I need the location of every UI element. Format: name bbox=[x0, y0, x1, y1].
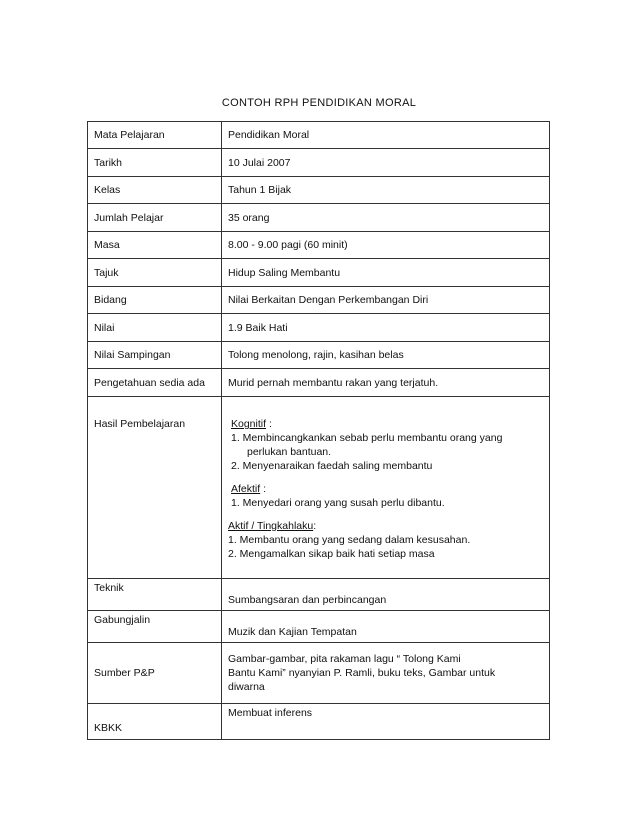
kognitif-item: 2. Menyenaraikan faedah saling membantu bbox=[231, 460, 433, 472]
row-label: Tajuk bbox=[88, 259, 222, 287]
row-label: Mata Pelajaran bbox=[88, 122, 222, 149]
table-row bbox=[88, 342, 550, 369]
aktif-item: 1. Membantu orang yang sedang dalam kesusahan. bbox=[228, 534, 471, 546]
row-value: Murid pernah membantu rakan yang terjatuh. bbox=[222, 369, 550, 397]
sumber-line: diwarna bbox=[228, 681, 265, 693]
row-value: Tolong menolong, rajin, kasihan belas bbox=[222, 342, 550, 369]
row-label: Bidang bbox=[88, 287, 222, 314]
table-row bbox=[88, 204, 550, 232]
table-row-sumber bbox=[88, 643, 550, 704]
row-value: Pendidikan Moral bbox=[222, 122, 550, 149]
table-row-teknik bbox=[88, 579, 550, 611]
table-row-gabungjalin bbox=[88, 611, 550, 643]
table-row bbox=[88, 122, 550, 149]
row-value: 10 Julai 2007 bbox=[222, 149, 550, 177]
row-label: Tarikh bbox=[88, 149, 222, 177]
row-value: Tahun 1 Bijak bbox=[222, 177, 550, 204]
kognitif-block bbox=[228, 417, 543, 473]
afektif-heading: Afektif : bbox=[231, 483, 267, 495]
row-label: Kelas bbox=[88, 177, 222, 204]
aktif-block bbox=[228, 519, 543, 561]
table-row bbox=[88, 232, 550, 259]
rph-table bbox=[87, 121, 550, 740]
row-value: Sumbangsaran dan perbincangan bbox=[222, 579, 550, 611]
row-label: Hasil Pembelajaran bbox=[88, 397, 222, 579]
kognitif-item: 1. Membincangkankan sebab perlu membantu orang yang bbox=[231, 432, 503, 444]
sumber-content bbox=[222, 643, 550, 704]
row-label: Gabungjalin bbox=[88, 611, 222, 643]
sumber-line: Gambar-gambar, pita rakaman lagu “ Tolong Kami bbox=[228, 653, 461, 665]
row-label: Jumlah Pelajar bbox=[88, 204, 222, 232]
row-value: 8.00 - 9.00 pagi (60 minit) bbox=[222, 232, 550, 259]
table-row bbox=[88, 369, 550, 397]
row-value: 35 orang bbox=[222, 204, 550, 232]
row-value: Hidup Saling Membantu bbox=[222, 259, 550, 287]
table-row bbox=[88, 259, 550, 287]
table-row bbox=[88, 177, 550, 204]
table-row bbox=[88, 314, 550, 342]
hasil-content bbox=[222, 397, 550, 579]
row-label: Nilai Sampingan bbox=[88, 342, 222, 369]
page-title: CONTOH RPH PENDIDIKAN MORAL bbox=[221, 97, 417, 109]
row-label: KBKK bbox=[88, 704, 222, 740]
row-value: 1.9 Baik Hati bbox=[222, 314, 550, 342]
afektif-block bbox=[228, 482, 543, 510]
sumber-line: Bantu Kami” nyanyian P. Ramli, buku teks, Gambar untuk bbox=[228, 667, 496, 679]
row-value: Membuat inferens bbox=[222, 704, 550, 740]
afektif-item: 1. Menyedari orang yang susah perlu dibantu. bbox=[231, 497, 445, 509]
kognitif-item-cont: perlukan bantuan. bbox=[247, 446, 332, 458]
aktif-heading: Aktif / Tingkahlaku: bbox=[228, 520, 317, 532]
row-label: Masa bbox=[88, 232, 222, 259]
table-row bbox=[88, 149, 550, 177]
row-value: Muzik dan Kajian Tempatan bbox=[222, 611, 550, 643]
row-label: Nilai bbox=[88, 314, 222, 342]
aktif-item: 2. Mengamalkan sikap baik hati setiap masa bbox=[228, 548, 435, 560]
table-row-kbkk bbox=[88, 704, 550, 740]
row-label: Sumber P&P bbox=[88, 643, 222, 704]
row-label: Pengetahuan sedia ada bbox=[88, 369, 222, 397]
row-value: Nilai Berkaitan Dengan Perkembangan Diri bbox=[222, 287, 550, 314]
row-label: Teknik bbox=[88, 579, 222, 611]
table-row bbox=[88, 287, 550, 314]
table-row-hasil bbox=[88, 397, 550, 579]
kognitif-heading: Kognitif : bbox=[231, 418, 272, 430]
